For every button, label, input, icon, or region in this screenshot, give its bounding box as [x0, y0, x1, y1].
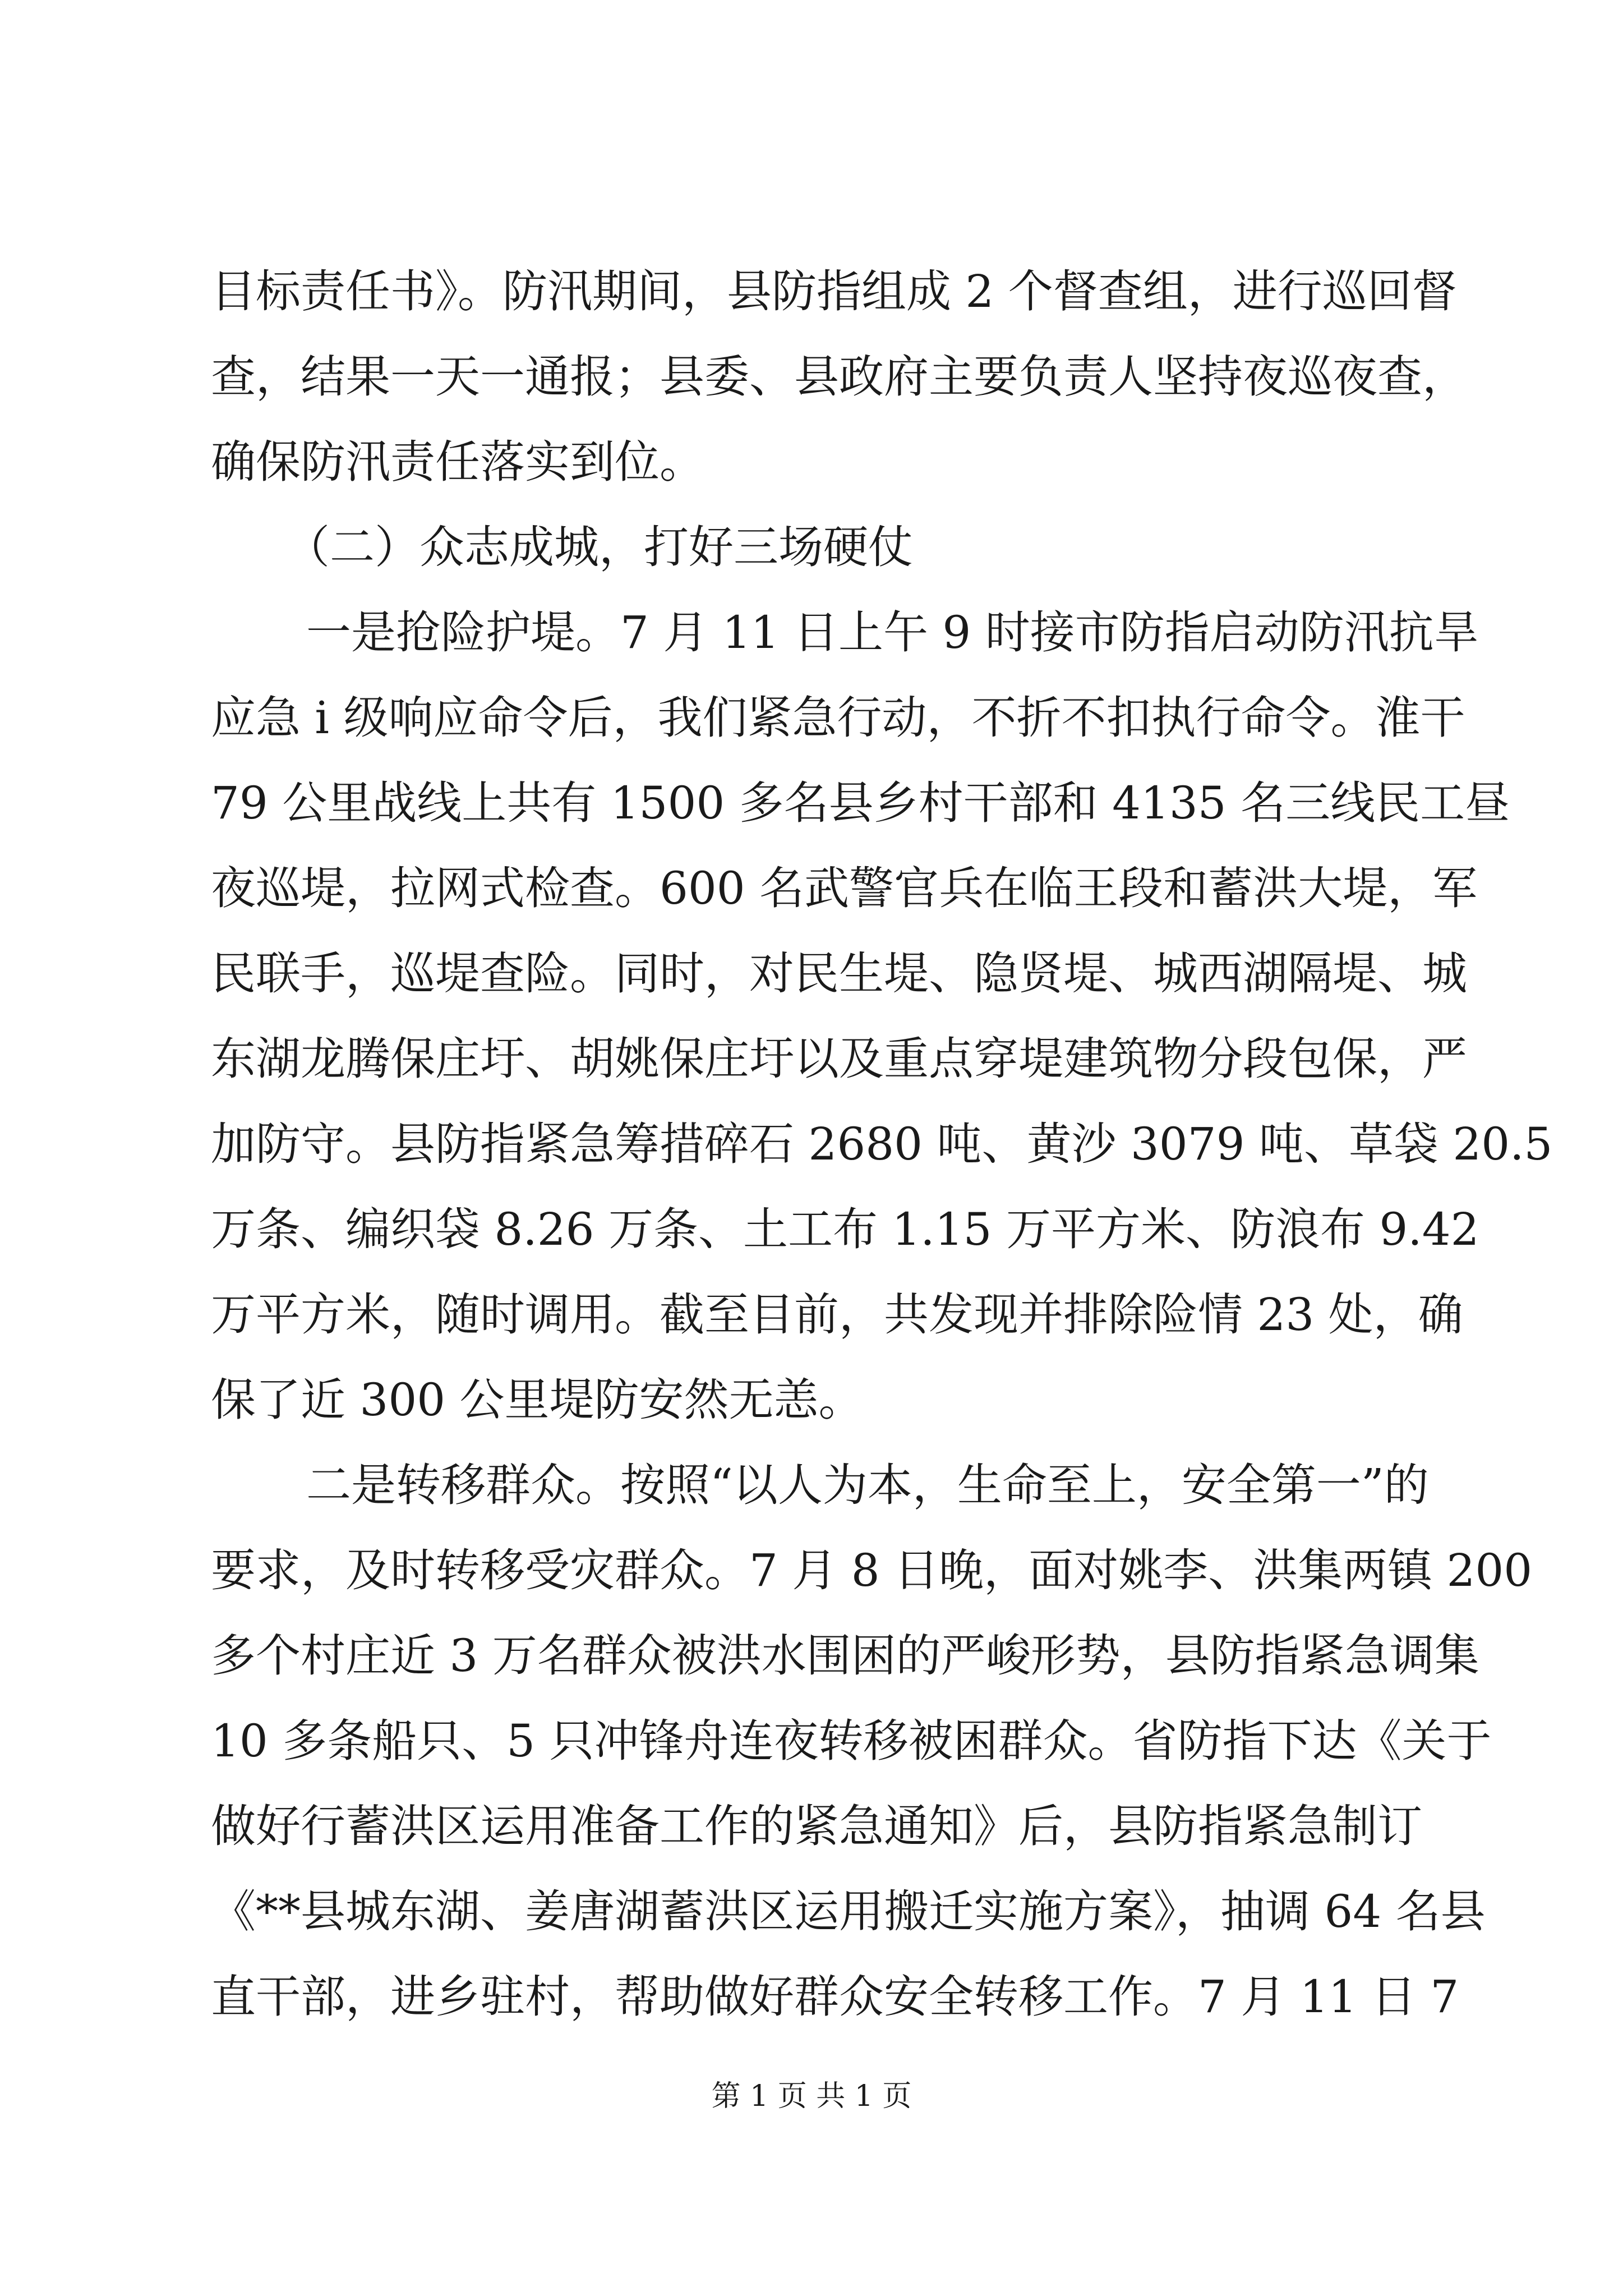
text-line: 万平方米，随时调用。截至目前，共发现并排除险情 23 处，确 — [211, 1289, 1463, 1341]
text-line: 要求，及时转移受灾群众。7 月 8 日晚，面对姚李、洪集两镇 200 — [211, 1544, 1533, 1596]
text-line: 《**县城东湖、姜唐湖蓄洪区运用搬迁实施方案》，抽调 64 名县 — [211, 1885, 1486, 1938]
page-footer: 第 1 页 共 1 页 — [711, 2079, 912, 2113]
text-line: 加防守。县防指紧急筹措碎石 2680 吨、黄沙 3079 吨、草袋 20.5 — [211, 1118, 1553, 1170]
text-line: 夜巡堤，拉网式检查。600 名武警官兵在临王段和蓄洪大堤，军 — [211, 862, 1478, 914]
text-line: 确保防汛责任落实到位。 — [211, 436, 704, 488]
text-line: 一是抢险护堤。7 月 11 日上午 9 时接市防指启动防汛抗旱 — [306, 606, 1479, 659]
text-line: 应急 i 级响应命令后，我们紧急行动，不折不扣执行命令。淮干 — [211, 692, 1465, 744]
section-heading: （二）众志成城，打好三场硬仗 — [285, 521, 913, 573]
text-line: 保了近 300 公里堤防安然无恙。 — [211, 1374, 864, 1426]
text-line: 民联手，巡堤查险。同时，对民生堤、隐贤堤、城西湖隔堤、城 — [211, 947, 1467, 1000]
text-line: 79 公里战线上共有 1500 多名县乡村干部和 4135 名三线民工昼 — [211, 777, 1510, 829]
text-line: 二是转移群众。按照“以人为本，生命至上，安全第一”的 — [306, 1459, 1429, 1511]
text-line: 查，结果一天一通报；县委、县政府主要负责人坚持夜巡夜查， — [211, 351, 1467, 403]
text-line: 多个村庄近 3 万名群众被洪水围困的严峻形势，县防指紧急调集 — [211, 1630, 1479, 1682]
text-line: 万条、编织袋 8.26 万条、土工布 1.15 万平方米、防浪布 9.42 — [211, 1203, 1479, 1255]
text-line: 东湖龙腾保庄圩、胡姚保庄圩以及重点穿堤建筑物分段包保，严 — [211, 1033, 1467, 1085]
text-line: 直干部，进乡驻村，帮助做好群众安全转移工作。7 月 11 日 7 — [211, 1971, 1459, 2023]
text-line: 做好行蓄洪区运用准备工作的紧急通知》后，县防指紧急制订 — [211, 1800, 1422, 1852]
text-line: 10 多条船只、5 只冲锋舟连夜转移被困群众。省防指下达《关于 — [211, 1715, 1492, 1767]
text-line: 目标责任书》。防汛期间，县防指组成 2 个督查组，进行巡回督 — [211, 265, 1457, 318]
